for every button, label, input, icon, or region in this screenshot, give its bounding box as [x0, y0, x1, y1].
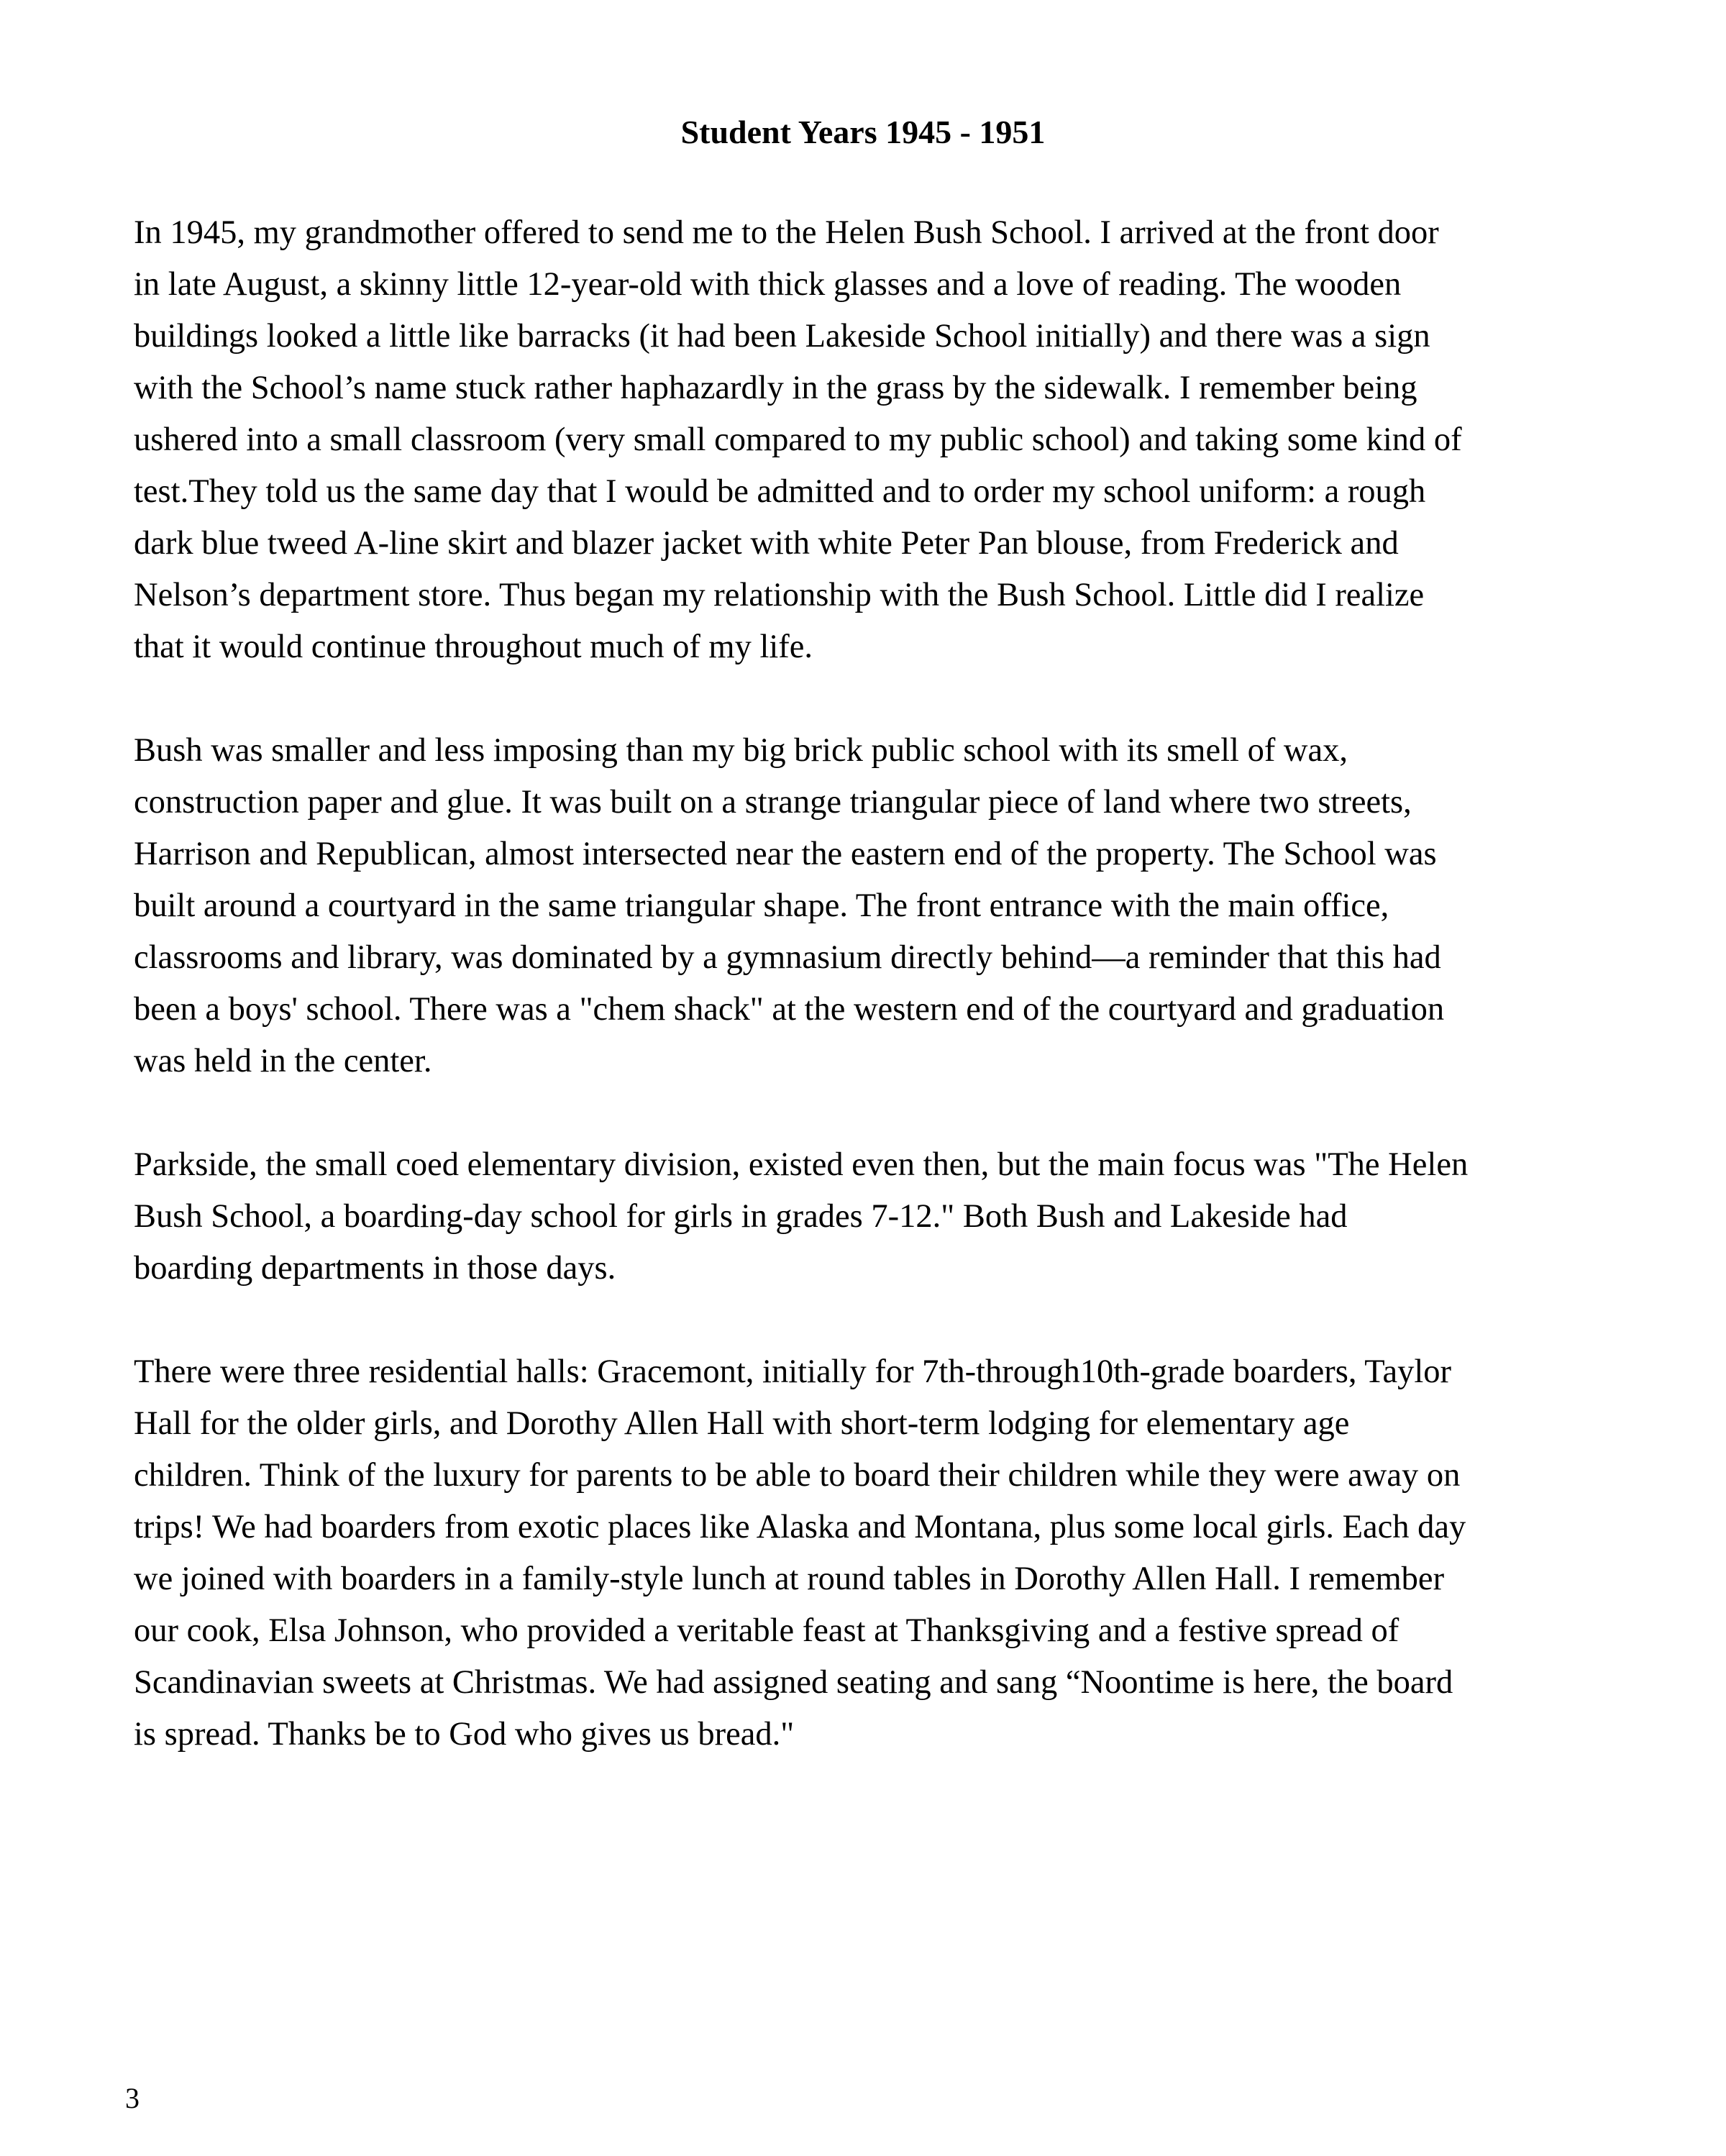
text-line: Nelson’s department store. Thus began my relationship with the Bush School. Little did I realize: [134, 577, 1425, 613]
text-line: Parkside, the small coed elementary division, existed even then, but the main focus was "The Helen: [134, 1146, 1469, 1183]
paragraph-2: [134, 725, 1594, 1087]
text-line: is spread. Thanks be to God who gives us bread.": [134, 1716, 795, 1753]
body-text: [134, 207, 1594, 1812]
text-line: our cook, Elsa Johnson, who provided a veritable feast at Thanksgiving and a festive spread of: [134, 1612, 1399, 1649]
text-line: was held in the center.: [134, 1043, 432, 1079]
page-number: 3: [125, 2082, 140, 2114]
text-line: that it would continue throughout much of my life.: [134, 629, 813, 665]
text-line: Bush was smaller and less imposing than my big brick public school with its smell of wax,: [134, 732, 1348, 769]
text-line: we joined with boarders in a family-style lunch at round tables in Dorothy Allen Hall. I remember: [134, 1561, 1445, 1597]
text-line: There were three residential halls: Gracemont, initially for 7th-through10th-grade boarders, Taylor: [134, 1353, 1451, 1390]
text-line: built around a courtyard in the same triangular shape. The front entrance with the main office,: [134, 887, 1389, 924]
text-line: buildings looked a little like barracks (it had been Lakeside School initially) and there was a sign: [134, 318, 1430, 355]
text-line: Hall for the older girls, and Dorothy Allen Hall with short-term lodging for elementary age: [134, 1405, 1350, 1442]
text-line: In 1945, my grandmother offered to send me to the Helen Bush School. I arrived at the front door: [134, 214, 1439, 251]
text-line: Harrison and Republican, almost intersected near the eastern end of the property. The School was: [134, 836, 1437, 872]
text-line: dark blue tweed A-line skirt and blazer jacket with white Peter Pan blouse, from Frederick and: [134, 525, 1399, 562]
paragraph-3: [134, 1139, 1594, 1294]
text-line: test.They told us the same day that I would be admitted and to order my school uniform: a rough: [134, 473, 1426, 510]
page-title: Student Years 1945 - 1951: [680, 114, 1046, 150]
text-line: trips! We had boarders from exotic places like Alaska and Montana, plus some local girls. Each day: [134, 1509, 1466, 1545]
text-line: classrooms and library, was dominated by a gymnasium directly behind—a reminder that this had: [134, 939, 1441, 976]
text-line: with the School’s name stuck rather haphazardly in the grass by the sidewalk. I remember being: [134, 370, 1417, 406]
text-line: been a boys' school. There was a "chem shack" at the western end of the courtyard and graduation: [134, 991, 1445, 1028]
text-line: Bush School, a boarding-day school for girls in grades 7-12." Both Bush and Lakeside had: [134, 1198, 1348, 1235]
text-line: boarding departments in those days.: [134, 1250, 616, 1287]
text-line: construction paper and glue. It was built on a strange triangular piece of land where two streets,: [134, 784, 1412, 821]
paragraph-1: [134, 207, 1594, 673]
text-line: ushered into a small classroom (very small compared to my public school) and taking some kind of: [134, 421, 1462, 458]
text-line: children. Think of the luxury for parents to be able to board their children while they were away on: [134, 1457, 1461, 1494]
paragraph-4: [134, 1346, 1594, 1760]
text-line: in late August, a skinny little 12-year-old with thick glasses and a love of reading. The wooden: [134, 266, 1402, 303]
text-line: Scandinavian sweets at Christmas. We had assigned seating and sang “Noontime is here, the board: [134, 1664, 1453, 1701]
